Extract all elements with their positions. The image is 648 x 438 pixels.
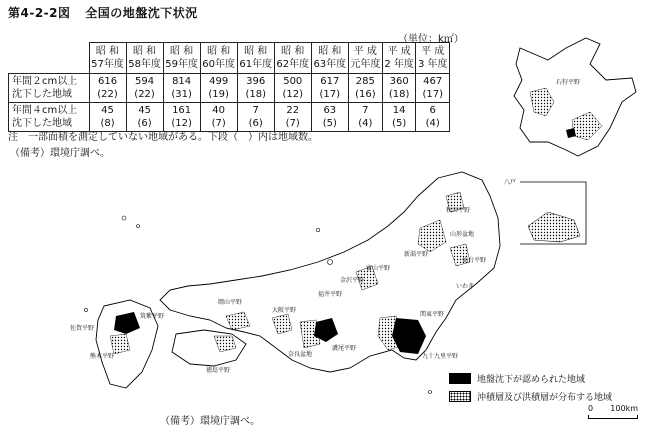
row-label-line1: 年間４cm以上 [12, 105, 78, 116]
cell-count: (22) [97, 89, 118, 100]
place-ishikari: 石狩平野 [556, 79, 581, 86]
place-kanto: 関東平野 [420, 311, 445, 318]
cell-area: 616 [97, 76, 118, 87]
place-fukui: 福井平野 [318, 291, 343, 298]
header-era: 平 成 [353, 46, 377, 57]
cell-count: (6) [137, 118, 152, 129]
cell-area: 40 [212, 105, 226, 116]
scale-line [588, 415, 638, 419]
cell-count: (31) [171, 89, 192, 100]
cell-area: 500 [283, 76, 303, 87]
place-kanazawa: 金沢平野 [340, 277, 365, 284]
cell-area: 360 [389, 76, 409, 87]
cell-count: (12) [171, 118, 192, 129]
row-label-line2: 沈下した地域 [12, 89, 72, 100]
header-year: 61年度 [239, 59, 273, 70]
cell-area: 63 [323, 105, 337, 116]
cell-count: (19) [208, 89, 229, 100]
place-sendai: 仙台平野 [462, 257, 487, 264]
unit-label: （単位：k㎡） [398, 34, 464, 45]
place-nobi: 濃尾平野 [332, 345, 357, 352]
cell-count: (16) [355, 89, 376, 100]
header-year: 3 年度 [417, 59, 448, 70]
cell-count: (7) [285, 118, 300, 129]
header-era: 昭 和 [244, 46, 268, 57]
place-osaka: 大阪平野 [272, 307, 297, 314]
header-era: 昭 和 [95, 46, 120, 57]
place-niigata: 新潟平野 [404, 251, 429, 258]
cell-area: 22 [286, 105, 300, 116]
scale-start: 0 [588, 404, 594, 413]
cell-count: (22) [134, 89, 155, 100]
place-iwaki: いわき [456, 283, 475, 290]
place-nara: 奈良盆地 [288, 351, 313, 358]
header-year: 62年度 [276, 59, 310, 70]
source-note-bottom: （備考）環境庁調べ。 [160, 416, 260, 427]
cell-count: (8) [100, 118, 115, 129]
source-note-top: （備考）環境庁調べ。 [10, 148, 110, 159]
header-year: 58年度 [128, 59, 161, 70]
legend-label-alluvium: 沖積層及び洪積層が分布する地域 [477, 393, 613, 403]
legend-item-alluvium [449, 390, 612, 403]
cell-count: (7) [211, 118, 226, 129]
cell-area: 7 [362, 105, 369, 116]
header-year: 元年度 [350, 59, 381, 70]
cell-count: (17) [422, 89, 443, 100]
legend-item-subsidence [449, 372, 612, 385]
figure-number: 第4-2-2図 [8, 6, 71, 20]
map-legend [449, 372, 612, 408]
legend-swatch-black [449, 373, 471, 384]
cell-area: 467 [423, 76, 443, 87]
scale-end: 100km [610, 404, 638, 413]
place-saga: 佐賀平野 [70, 325, 95, 332]
place-okayama: 岡山平野 [218, 299, 243, 306]
header-era: 昭 和 [170, 46, 194, 57]
cell-area: 499 [209, 76, 229, 87]
header-era: 平 成 [387, 46, 411, 57]
row-label-line1: 年間２cm以上 [12, 76, 78, 87]
table-note: 注 一部面積を測定していない地域がある。下段（ ）内は地域数。 [8, 132, 318, 143]
place-tsukushi: 筑紫平野 [140, 313, 165, 320]
header-year: 59年度 [165, 59, 198, 70]
cell-area: 594 [135, 76, 155, 87]
place-toyama: 富山平野 [366, 265, 391, 272]
cell-area: 814 [172, 76, 192, 87]
cell-count: (4) [358, 118, 373, 129]
cell-area: 6 [429, 105, 436, 116]
cell-area: 161 [172, 105, 192, 116]
cell-area: 7 [252, 105, 259, 116]
cell-area: 45 [101, 105, 114, 116]
place-kumamoto: 熊本平野 [90, 353, 115, 360]
cell-count: (5) [322, 118, 337, 129]
cell-area: 396 [246, 76, 266, 87]
cell-count: (12) [282, 89, 304, 100]
cell-area: 617 [320, 76, 340, 87]
place-tokushima: 徳島平野 [206, 367, 231, 374]
row-label-line2: 沈下した地域 [12, 118, 72, 129]
header-year: 63年度 [313, 59, 347, 70]
header-era: 昭 和 [281, 46, 305, 57]
scale-bar [588, 404, 638, 419]
header-era: 昭 和 [132, 46, 157, 57]
cell-count: (4) [425, 118, 440, 129]
header-era: 平 成 [421, 46, 445, 57]
header-year: 2 年度 [384, 59, 414, 70]
cell-count: (18) [388, 89, 410, 100]
place-akita: 秋田平野 [446, 207, 471, 214]
header-era: 昭 和 [318, 46, 342, 57]
legend-label-subsidence: 地盤沈下が認められた地域 [477, 375, 586, 385]
cell-count: (5) [392, 118, 407, 129]
figure-title-text: 全国の地盤沈下状況 [85, 6, 198, 20]
cell-count: (18) [245, 89, 266, 100]
legend-swatch-dots [449, 391, 471, 402]
header-era: 昭 和 [207, 46, 231, 57]
header-year: 57年度 [91, 59, 124, 70]
place-yamagata: 山形盆地 [450, 231, 475, 238]
cell-area: 285 [355, 76, 375, 87]
cell-area: 45 [138, 105, 151, 116]
place-hachinohe: 八戸 [504, 179, 517, 186]
header-year: 60年度 [202, 59, 236, 70]
cell-area: 14 [392, 105, 406, 116]
place-kujukuri: 九十九里平野 [422, 353, 459, 360]
cell-count: (17) [319, 89, 341, 100]
cell-count: (6) [248, 118, 263, 129]
